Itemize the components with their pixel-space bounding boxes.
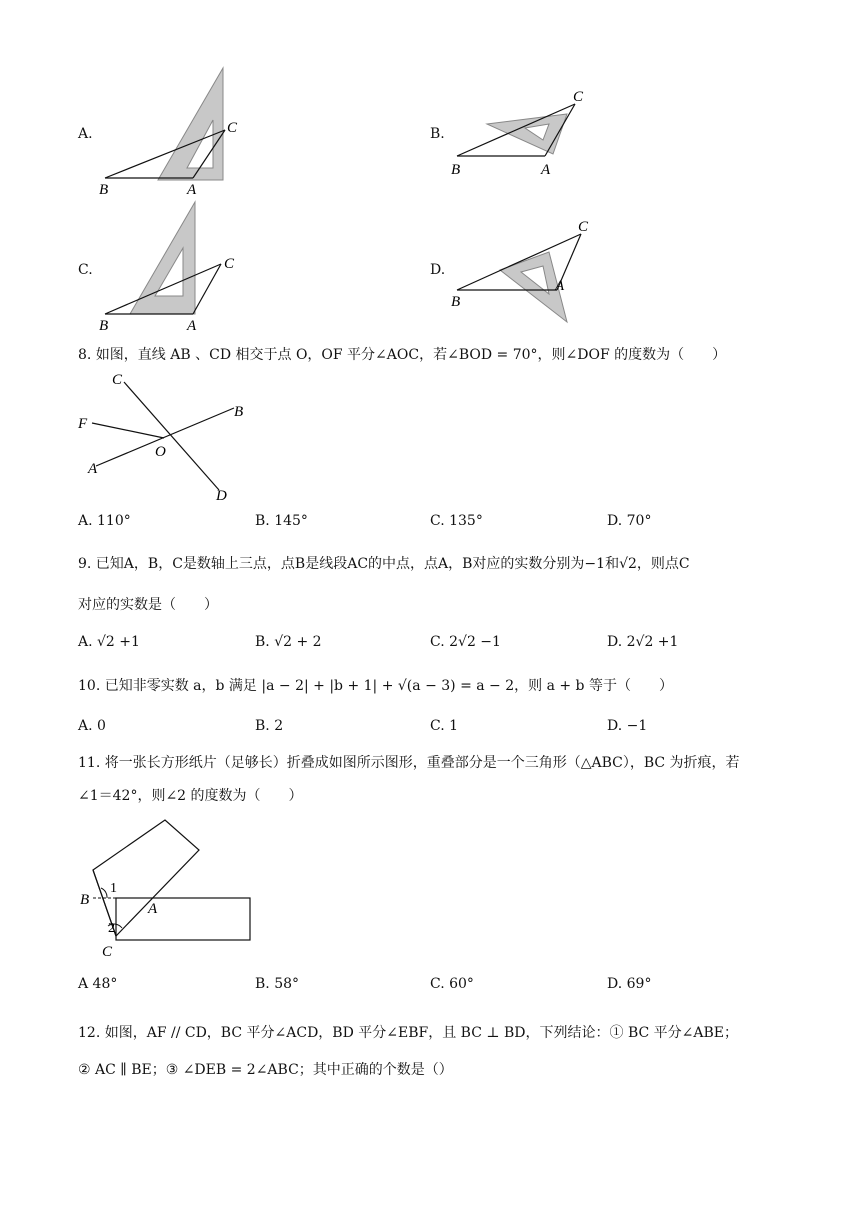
q9-option-c: C. 2√2 −1	[430, 634, 501, 650]
angle-2-label: 2	[108, 921, 115, 936]
label-b: B	[234, 404, 244, 420]
q7-figure-b	[445, 84, 605, 184]
q8-option-b: B. 145°	[255, 513, 308, 529]
label-c: C	[578, 219, 589, 235]
q11-figure	[74, 814, 264, 964]
label-a: A	[541, 162, 551, 178]
q10-option-d: D. −1	[607, 718, 648, 734]
label-a: A	[88, 461, 98, 477]
q11-option-c: C. 60°	[430, 976, 474, 992]
q11-option-d: D. 69°	[607, 976, 652, 992]
label-c: C	[224, 256, 235, 272]
q8-option-a: A. 110°	[78, 513, 131, 529]
q12-line1: 12. 如图，AF // CD，BC 平分∠ACD，BD 平分∠EBF，且 BC ⊥ BD，下列结论：① BC 平分∠ABE；	[78, 1025, 739, 1041]
q11-line2: ∠1＝42°，则∠2 的度数为（ ）	[78, 788, 303, 804]
label-a: A	[555, 278, 565, 294]
q9-line2: 对应的实数是（ ）	[78, 597, 218, 613]
q8-text: 8. 如图，直线 AB 、CD 相交于点 O，OF 平分∠AOC，若∠BOD = 70°，则∠DOF 的度数为（ ）	[78, 347, 727, 363]
label-c: C	[102, 944, 113, 960]
folded-strip	[93, 820, 199, 936]
label-o: O	[155, 444, 166, 460]
label-c: C	[573, 89, 584, 105]
q9-option-b: B. √2 + 2	[255, 634, 322, 650]
q9-option-d: D. 2√2 +1	[607, 634, 679, 650]
label-b: B	[451, 294, 461, 310]
q10-text: 10. 已知非零实数 a，b 满足 |a − 2| + |b + 1| + √(a − 3) = a − 2，则 a + b 等于（ ）	[78, 678, 673, 694]
label-f: F	[78, 416, 88, 432]
q8-option-d: D. 70°	[607, 513, 652, 529]
q7-option-c-letter: C.	[78, 262, 93, 278]
label-a: A	[187, 318, 197, 334]
label-c: C	[112, 372, 123, 388]
q7-figure-a	[95, 60, 255, 200]
q7-figure-c	[95, 198, 255, 338]
set-square	[487, 114, 567, 154]
label-d: D	[216, 488, 227, 504]
q12-line2: ② AC ∥ BE；③ ∠DEB = 2∠ABC；其中正确的个数是（）	[78, 1062, 453, 1078]
q7-option-d-letter: D.	[430, 262, 446, 278]
q10-option-b: B. 2	[255, 718, 284, 734]
q11-option-b: B. 58°	[255, 976, 300, 992]
q9-line1: 9. 已知A，B，C是数轴上三点，点B是线段AC的中点，点A，B对应的实数分别为−1和√2，则点C	[78, 556, 690, 572]
q11-line1: 11. 将一张长方形纸片（足够长）折叠成如图所示图形，重叠部分是一个三角形（△ABC），BC 为折痕，若	[78, 755, 740, 771]
q7-figure-d	[445, 214, 605, 324]
q10-option-a: A. 0	[78, 718, 106, 734]
q10-option-c: C. 1	[430, 718, 459, 734]
label-b: B	[99, 318, 109, 334]
q9-option-a: A. √2 +1	[78, 634, 140, 650]
q8-figure	[74, 368, 264, 506]
q7-option-a-letter: A.	[78, 126, 93, 142]
q8-option-c: C. 135°	[430, 513, 483, 529]
set-square	[130, 202, 195, 314]
label-b: B	[99, 182, 109, 198]
label-b: B	[80, 892, 90, 908]
label-c: C	[227, 120, 238, 136]
q7-option-b-letter: B.	[430, 126, 445, 142]
label-b: B	[451, 162, 461, 178]
label-a: A	[148, 901, 158, 917]
angle-1-label: 1	[110, 881, 117, 896]
label-a: A	[187, 182, 197, 198]
q11-option-a: A 48°	[78, 976, 118, 992]
